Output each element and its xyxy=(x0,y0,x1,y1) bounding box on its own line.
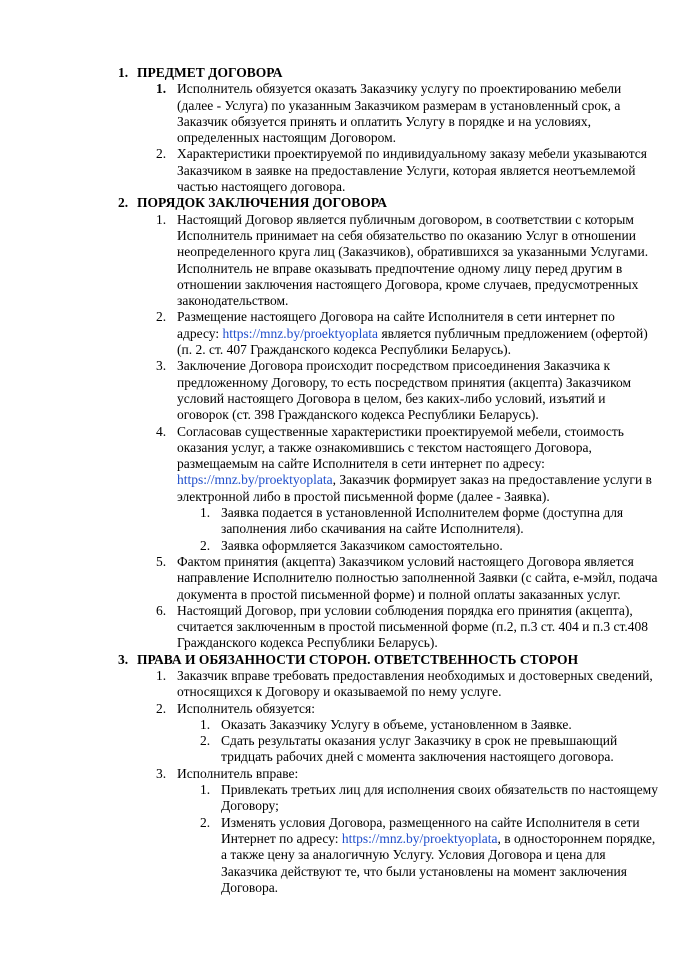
item-text xyxy=(177,309,660,358)
list-item-1-2 xyxy=(156,146,660,195)
list-item-3-3 xyxy=(156,766,660,782)
item-number: 6. xyxy=(156,602,167,618)
item-text xyxy=(221,782,660,815)
list-item-2-4 xyxy=(156,424,660,505)
item-number: 1. xyxy=(200,505,211,521)
paragraph-text: , в одностороннем порядке, а также цену за аналогичную Услугу. Условия Договора и цена для Заказчика действуют те, что были установлены на момент заключения Договора. xyxy=(221,830,656,895)
item-text xyxy=(177,668,660,701)
item-number: 2. xyxy=(200,814,211,830)
section-number: 2. xyxy=(118,195,129,211)
section-title: ПОРЯДОК ЗАКЛЮЧЕНИЯ ДОГОВОРА xyxy=(137,195,388,211)
item-number: 1. xyxy=(156,81,167,97)
paragraph-text: Фактом принятия (акцепта) Заказчиком условий настоящего Договора является направление Исполнителю полностью заполненной Заявки (с сайта, е-мэйл, подача документа в простой письменной форме) и полной оплаты заказанных услуг. xyxy=(177,553,658,602)
item-number: 4. xyxy=(156,423,167,439)
list-item-3-3-2 xyxy=(200,815,660,896)
section-heading-2 xyxy=(118,195,660,211)
contract-body xyxy=(118,65,660,896)
paragraph-text: Заключение Договора происходит посредством присоединения Заказчика к предложенному Договору, то есть посредством принятия (акцепта) Заказчиком условий настоящего Договора в целом, без каких-либо условий, изъятий и оговорок (ст. 398 Гражданского кодекса Республики Беларусь). xyxy=(177,358,631,423)
item-number: 5. xyxy=(156,553,167,569)
item-text xyxy=(177,81,660,146)
paragraph-text: Оказать Заказчику Услугу в объеме, установленном в Заявке. xyxy=(221,716,572,732)
list-item-2-1 xyxy=(156,212,660,310)
section-title: ПРЕДМЕТ ДОГОВОРА xyxy=(137,65,283,80)
item-text xyxy=(221,505,660,538)
item-text xyxy=(221,717,660,733)
paragraph-text: Изменять условия Договора, размещенного на сайте Исполнителя в сети Интернет по адресу: xyxy=(221,814,640,846)
list-item-3-2 xyxy=(156,701,660,717)
section-heading-3 xyxy=(118,652,660,668)
paragraph-text: Размещение настоящего Договора на сайте Исполнителя в сети интернет по адресу: xyxy=(177,309,615,341)
item-text xyxy=(177,701,660,717)
list-item-3-3-1 xyxy=(200,782,660,815)
item-text xyxy=(177,554,660,603)
list-item-2-6 xyxy=(156,603,660,652)
contract-url-link[interactable]: https://mnz.by/proektyoplata xyxy=(222,325,379,341)
item-number: 1. xyxy=(200,782,211,798)
item-text xyxy=(221,815,660,896)
item-number: 2. xyxy=(156,309,167,325)
list-item-2-2 xyxy=(156,309,660,358)
list-item-1-1 xyxy=(156,81,660,146)
paragraph-text: Настоящий Договор является публичным договором, в соответствии с которым Исполнитель принимает на себя обязательство по оказанию Услуг в отношении неопределенного круга лиц (Заказчиков), обратившихся за указанными Услугами. Исполнитель не вправе оказывать предпочтение одному лицу перед другим в отношении заключения настоящего Договора, кроме случаев, предусмотренных законодательством. xyxy=(177,211,649,309)
contract-url-link[interactable]: https://mnz.by/proektyoplata xyxy=(341,830,498,846)
item-text xyxy=(221,538,660,554)
section-number: 3. xyxy=(118,651,129,667)
paragraph-text: является публичным предложением (офертой) (п. 2. ст. 407 Гражданского кодекса Республики Беларусь). xyxy=(177,325,648,358)
item-number: 1. xyxy=(156,211,167,227)
item-text xyxy=(177,603,660,652)
list-item-2-5 xyxy=(156,554,660,603)
paragraph-text: Привлекать третьих лиц для исполнения своих обязательств по настоящему Договору; xyxy=(221,782,658,814)
item-number: 1. xyxy=(200,716,211,732)
paragraph-text: Заказчик вправе требовать предоставления необходимых и достоверных сведений, относящихся к Договору и оказываемой по нему услуге. xyxy=(177,667,653,700)
list-item-3-2-2 xyxy=(200,733,660,766)
list-item-2-4-2 xyxy=(200,538,660,554)
section-heading-1 xyxy=(118,65,660,81)
item-number: 1. xyxy=(156,667,167,683)
item-number: 2. xyxy=(200,733,211,749)
paragraph-text: Исполнитель вправе: xyxy=(177,765,299,781)
paragraph-text: Исполнитель обязуется: xyxy=(177,700,316,716)
list-item-3-2-1 xyxy=(200,717,660,733)
paragraph-text: Заявка оформляется Заказчиком самостоятельно. xyxy=(221,537,503,553)
list-item-2-3 xyxy=(156,358,660,423)
item-number: 2. xyxy=(200,537,211,553)
paragraph-text: Настоящий Договор, при условии соблюдения порядка его принятия (акцепта), считается заключенным в простой письменной форме (п.2, п.3 ст. 404 и п.3 ст.408 Гражданского кодекса Республики Беларусь). xyxy=(177,602,648,651)
paragraph-text: Сдать результаты оказания услуг Заказчику в срок не превышающий тридцать рабочих дней с момента заключения настоящего договора. xyxy=(221,733,618,765)
paragraph-text: Согласовав существенные характеристики проектируемой мебели, стоимость оказания услуг, а также ознакомившись с текстом настоящего Договора, размещаемым на сайте Исполнителя в сети интернет по адресу: xyxy=(177,423,624,472)
item-text xyxy=(177,424,660,505)
item-number: 2. xyxy=(156,700,167,716)
paragraph-text: , Заказчик формирует заказ на предоставление услуги в электронной либо в простой письменной форме (далее - Заявка). xyxy=(177,472,652,504)
paragraph-text: Заявка подается в установленной Исполнителем форме (доступна для заполнения либо скачивания на сайте Исполнителя). xyxy=(221,505,624,537)
section-title: ПРАВА И ОБЯЗАННОСТИ СТОРОН. ОТВЕТСТВЕННОСТЬ СТОРОН xyxy=(137,651,579,667)
item-text xyxy=(177,358,660,423)
item-number: 3. xyxy=(156,358,167,374)
item-text xyxy=(177,146,660,195)
section-number: 1. xyxy=(118,65,129,80)
item-text xyxy=(177,766,660,782)
item-number: 3. xyxy=(156,765,167,781)
contract-url-link[interactable]: https://mnz.by/proektyoplata xyxy=(177,472,333,488)
item-number: 2. xyxy=(156,146,167,162)
list-item-3-1 xyxy=(156,668,660,701)
item-text xyxy=(221,733,660,766)
paragraph-text: Исполнитель обязуется оказать Заказчику услугу по проектированию мебели (далее - Услуга) по указанным Заказчиком размерам в установленный срок, а Заказчик обязуется принять и оплатить Услугу в порядке и на условиях, определенных настоящим Договором. xyxy=(177,81,622,146)
list-item-2-4-1 xyxy=(200,505,660,538)
item-text xyxy=(177,212,660,310)
paragraph-text: Характеристики проектируемой по индивидуальному заказу мебели указываются Заказчиком в заявке на предоставление Услуги, которая является неотъемлемой частью настоящего договора. xyxy=(177,146,648,195)
